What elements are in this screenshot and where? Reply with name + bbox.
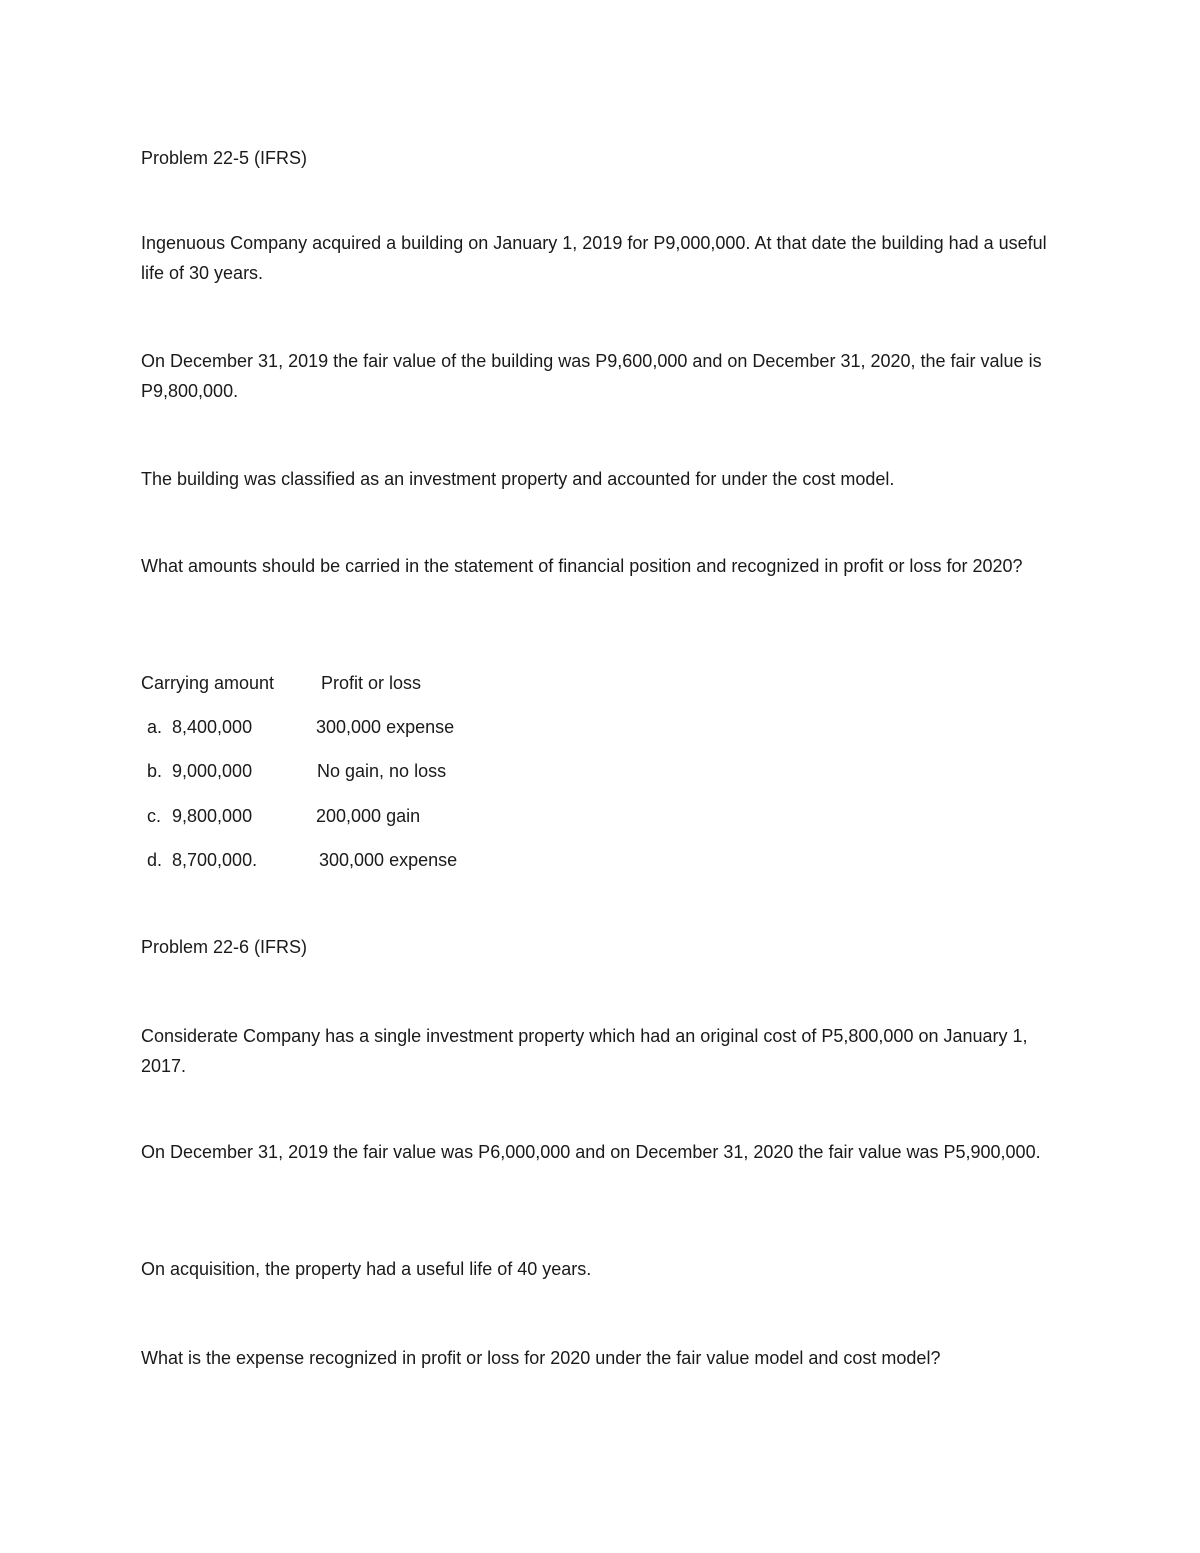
problem-1-paragraph-2: On December 31, 2019 the fair value of the building was P9,600,000 and on December 31, 2020, the fair value is P9,800,000. (141, 351, 1042, 401)
option-carrying-amount: 8,700,000. (172, 850, 258, 870)
option-letter: b. (147, 761, 163, 781)
problem-2-question: What is the expense recognized in profit or loss for 2020 under the fair value model and cost model? (141, 1348, 941, 1368)
option-carrying-amount: 8,400,000 (172, 717, 253, 737)
problem-2-paragraph-2: On December 31, 2019 the fair value was P6,000,000 and on December 31, 2020 the fair value was P5,900,000. (141, 1142, 1041, 1162)
problem-1-question: What amounts should be carried in the statement of financial position and recognized in profit or loss for 2020? (141, 556, 1023, 576)
option-profit-or-loss: 200,000 gain (316, 806, 421, 826)
problem-2-paragraph-1: Considerate Company has a single investment property which had an original cost of P5,800,000 on January 1, 2017. (141, 1026, 1028, 1076)
option-carrying-amount: 9,000,000 (172, 761, 253, 781)
column-heading-carrying-amount: Carrying amount (141, 673, 275, 693)
option-letter: c. (147, 806, 162, 826)
option-letter: d. (147, 850, 163, 870)
option-profit-or-loss: 300,000 expense (319, 850, 458, 870)
option-letter: a. (147, 717, 163, 737)
option-profit-or-loss: 300,000 expense (316, 717, 455, 737)
option-profit-or-loss: No gain, no loss (317, 761, 447, 781)
problem-1-paragraph-1: Ingenuous Company acquired a building on January 1, 2019 for P9,000,000. At that date the building had a useful life of 30 years. (141, 233, 1047, 283)
problem-2-paragraph-3: On acquisition, the property had a useful life of 40 years. (141, 1259, 592, 1279)
problem-1-paragraph-3: The building was classified as an investment property and accounted for under the cost model. (141, 469, 895, 489)
problem-1-title: Problem 22-5 (IFRS) (141, 148, 308, 168)
option-carrying-amount: 9,800,000 (172, 806, 253, 826)
problem-2-title: Problem 22-6 (IFRS) (141, 937, 308, 957)
column-heading-profit-or-loss: Profit or loss (321, 673, 422, 693)
